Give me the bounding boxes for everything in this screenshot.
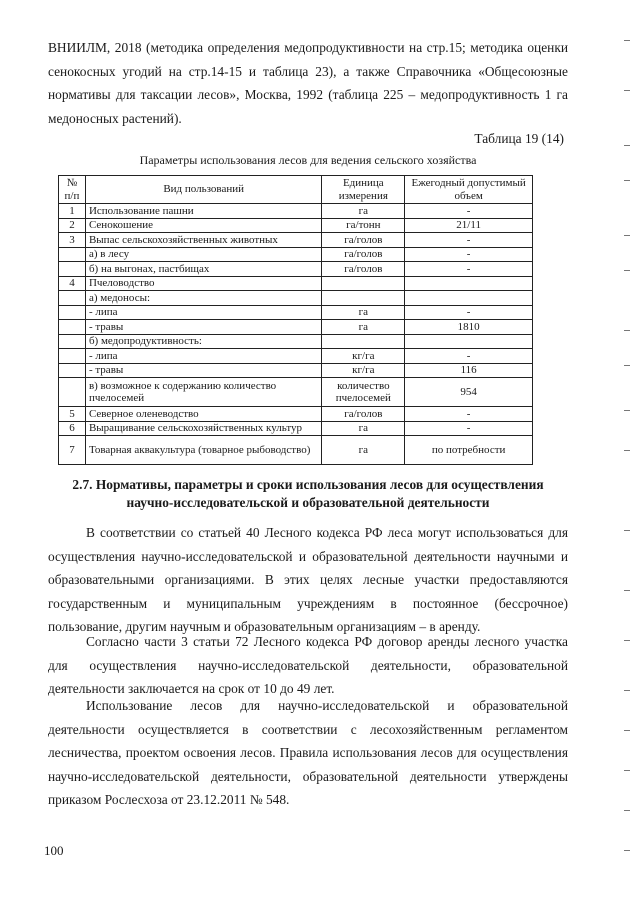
header-unit: Единица измерения	[322, 176, 405, 204]
cell-kind: в) возможное к содержанию количество пчелосемей	[85, 378, 321, 407]
cell-volume: -	[405, 233, 533, 248]
table-row	[59, 320, 533, 335]
table-row	[59, 204, 533, 219]
cell-unit: га	[322, 421, 405, 436]
table-row	[59, 262, 533, 277]
cell-kind: б) на выгонах, пастбищах	[85, 262, 321, 277]
cell-unit: га	[322, 436, 405, 465]
cell-num	[59, 247, 86, 262]
cell-volume: 116	[405, 363, 533, 378]
cell-volume: 1810	[405, 320, 533, 335]
cell-unit: га	[322, 320, 405, 335]
cell-kind: Использование пашни	[85, 204, 321, 219]
cell-num	[59, 305, 86, 320]
cell-volume	[405, 276, 533, 291]
cell-unit: га/голов	[322, 262, 405, 277]
cell-num: 7	[59, 436, 86, 465]
table-body	[59, 204, 533, 465]
cell-num	[59, 320, 86, 335]
cell-volume: -	[405, 305, 533, 320]
table-row	[59, 334, 533, 349]
table-title: Параметры использования лесов для ведения сельского хозяйства	[139, 153, 477, 167]
cell-num	[59, 349, 86, 364]
cell-unit: га/тонн	[322, 218, 405, 233]
paragraph-1: В соответствии со статьей 40 Лесного кодекса РФ леса могут использоваться для осуществления научно-исследовательской и образовательной деятельности научными и образовательными организациями. В этих целях лесные участки предоставляются государственным и муниципальным учреждениям в постоянное (бессрочное) пользование, другим научным и образовательным организациям – в аренду.	[48, 525, 568, 635]
table-row	[59, 291, 533, 306]
table-row	[59, 305, 533, 320]
header-volume: Ежегодный допустимый объем	[405, 176, 533, 204]
section-heading-line-1: 2.7. Нормативы, параметры и сроки использования лесов для осуществления	[72, 477, 544, 492]
cell-volume: по потребности	[405, 436, 533, 465]
cell-unit: га/голов	[322, 247, 405, 262]
cell-num: 4	[59, 276, 86, 291]
table-row	[59, 363, 533, 378]
cell-num: 2	[59, 218, 86, 233]
cell-volume	[405, 291, 533, 306]
paragraph-3: Использование лесов для научно-исследовательской и образовательной деятельности осуществляется в соответствии с лесохозяйственным регламентом лесничества, проектом освоения лесов. Правила использования лесов для осуществления научно-исследовательской деятельности, образовательной деятельности утверждены приказом Рослесхоза от 23.12.2011 № 548.	[48, 698, 568, 808]
cell-kind: Сенокошение	[85, 218, 321, 233]
cell-unit: кг/га	[322, 363, 405, 378]
cell-kind: а) в лесу	[85, 247, 321, 262]
cell-unit	[322, 291, 405, 306]
table-row	[59, 233, 533, 248]
cell-volume: -	[405, 421, 533, 436]
table-header-row	[59, 176, 533, 204]
cell-num: 1	[59, 204, 86, 219]
cell-volume: 954	[405, 378, 533, 407]
cell-num: 6	[59, 421, 86, 436]
cell-unit: га	[322, 305, 405, 320]
table-number: Таблица 19 (14)	[474, 131, 564, 146]
table-row	[59, 218, 533, 233]
cell-volume: -	[405, 247, 533, 262]
cell-volume: -	[405, 262, 533, 277]
cell-volume: -	[405, 407, 533, 422]
cell-kind: - липа	[85, 349, 321, 364]
cell-volume: -	[405, 204, 533, 219]
page-number: 100	[44, 843, 64, 858]
intro-paragraph: ВНИИЛМ, 2018 (методика определения медопродуктивности на стр.15; методика оценки сенокосных угодий на стр.14-15 и таблица 23), а также Справочника «Общесоюзные нормативы для таксации лесов», Москва, 1992 (таблица 225 – медопродуктивность 1 га медоносных растений).	[48, 40, 568, 126]
section-heading	[48, 476, 568, 512]
header-num: № п/п	[59, 176, 86, 204]
cell-num	[59, 334, 86, 349]
cell-kind: Выпас сельскохозяйственных животных	[85, 233, 321, 248]
cell-kind: Товарная аквакультура (товарное рыбоводство)	[85, 436, 321, 465]
cell-unit	[322, 334, 405, 349]
table-row	[59, 407, 533, 422]
cell-kind: - липа	[85, 305, 321, 320]
section-heading-line-2: научно-исследовательской и образовательной деятельности	[126, 495, 490, 510]
cell-kind: б) медопродуктивность:	[85, 334, 321, 349]
table-row	[59, 436, 533, 465]
table-row	[59, 276, 533, 291]
paragraph-2: Согласно части 3 статьи 72 Лесного кодекса РФ договор аренды лесного участка для осуществления научно-исследовательской деятельности, образовательной деятельности заключается на срок от 10 до 49 лет.	[48, 634, 568, 697]
table-row	[59, 421, 533, 436]
cell-num	[59, 363, 86, 378]
cell-volume: 21/11	[405, 218, 533, 233]
cell-num	[59, 378, 86, 407]
cell-num: 3	[59, 233, 86, 248]
cell-kind: - травы	[85, 320, 321, 335]
cell-kind: - травы	[85, 363, 321, 378]
cell-unit: количество пчелосемей	[322, 378, 405, 407]
cell-unit: га/голов	[322, 407, 405, 422]
table-row	[59, 349, 533, 364]
cell-unit: га/голов	[322, 233, 405, 248]
cell-volume: -	[405, 349, 533, 364]
parameters-table	[58, 175, 533, 465]
cell-num	[59, 262, 86, 277]
cell-unit: га	[322, 204, 405, 219]
cell-num	[59, 291, 86, 306]
cell-volume	[405, 334, 533, 349]
cell-kind: Пчеловодство	[85, 276, 321, 291]
header-kind: Вид пользований	[85, 176, 321, 204]
table-row	[59, 378, 533, 407]
cell-unit	[322, 276, 405, 291]
cell-kind: Выращивание сельскохозяйственных культур	[85, 421, 321, 436]
cell-kind: Северное оленеводство	[85, 407, 321, 422]
scan-edge-marks	[622, 30, 632, 890]
cell-kind: а) медоносы:	[85, 291, 321, 306]
table-row	[59, 247, 533, 262]
cell-num: 5	[59, 407, 86, 422]
cell-unit: кг/га	[322, 349, 405, 364]
